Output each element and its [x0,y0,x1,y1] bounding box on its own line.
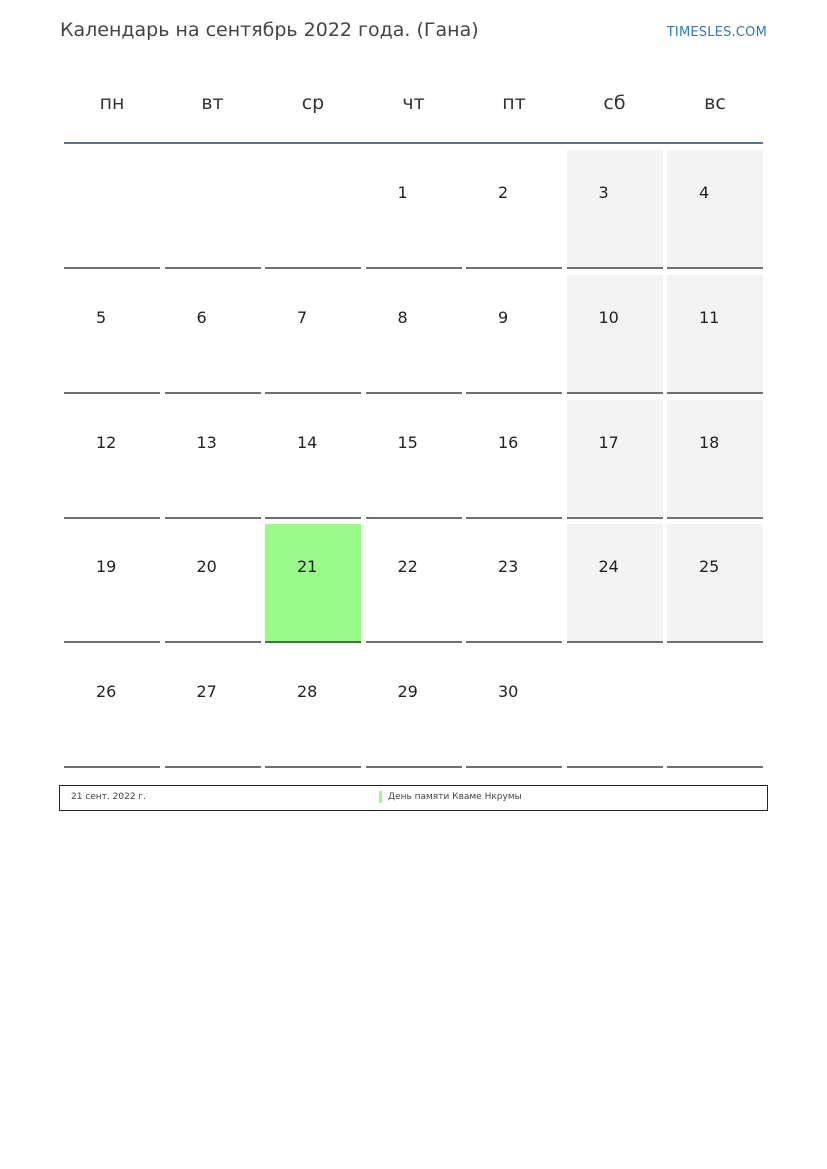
day-number: 24 [598,557,619,576]
holiday-legend [59,785,768,811]
day-cell[interactable] [165,649,261,768]
day-number: 29 [397,682,418,701]
day-number: 27 [196,682,217,701]
day-cell[interactable] [265,275,361,394]
day-number: 7 [297,308,308,327]
legend-date: 21 сент. 2022 г. [71,792,147,802]
day-cell[interactable] [567,275,663,394]
day-number: 11 [699,308,720,327]
day-number: 30 [498,682,519,701]
day-number: 4 [699,183,710,202]
day-cell[interactable] [265,649,361,768]
day-cell[interactable] [366,275,462,394]
day-number: 23 [498,557,519,576]
day-number: 1 [397,183,408,202]
day-number: 18 [699,433,720,452]
empty-day-cell [64,150,160,269]
day-cell[interactable] [64,649,160,768]
day-number: 20 [196,557,217,576]
day-number: 2 [498,183,509,202]
weekday-fri: пт [502,92,526,114]
day-cell[interactable] [165,524,261,643]
day-cell[interactable] [366,150,462,269]
empty-day-cell [567,649,663,768]
day-number: 15 [397,433,418,452]
weekday-sun: вс [704,92,726,114]
weekday-mon: пн [99,92,125,114]
day-number: 21 [297,557,318,576]
day-cell[interactable] [567,400,663,519]
day-number: 26 [96,682,117,701]
day-cell[interactable] [165,275,261,394]
day-cell[interactable] [165,400,261,519]
weekday-header [64,80,763,144]
day-cell[interactable] [64,400,160,519]
day-cell[interactable] [366,524,462,643]
day-cell[interactable] [466,400,562,519]
day-number: 28 [297,682,318,701]
day-number: 16 [498,433,519,452]
day-cell[interactable] [466,649,562,768]
day-number: 6 [196,308,207,327]
day-cell[interactable] [567,150,663,269]
day-number: 10 [598,308,619,327]
day-number: 5 [96,308,107,327]
day-cell[interactable] [265,400,361,519]
day-cell[interactable] [265,524,361,643]
day-number: 17 [598,433,619,452]
day-number: 9 [498,308,509,327]
empty-day-cell [265,150,361,269]
day-number: 22 [397,557,418,576]
day-cell[interactable] [667,275,763,394]
day-cell[interactable] [466,524,562,643]
empty-day-cell [667,649,763,768]
day-cell[interactable] [567,524,663,643]
day-cell[interactable] [64,524,160,643]
day-number: 8 [397,308,408,327]
day-cell[interactable] [366,400,462,519]
day-cell[interactable] [667,524,763,643]
weekday-tue: вт [201,92,224,114]
day-number: 25 [699,557,720,576]
brand-link[interactable]: TIMESLES.COM [666,25,767,40]
weekday-wed: ср [301,92,325,114]
day-cell[interactable] [366,649,462,768]
day-number: 14 [297,433,318,452]
empty-day-cell [165,150,261,269]
day-cell[interactable] [667,150,763,269]
day-number: 13 [196,433,217,452]
legend-holiday-name: День памяти Кваме Нкрумы [388,792,522,802]
day-number: 19 [96,557,117,576]
legend-color-marker [379,791,382,803]
day-number: 12 [96,433,117,452]
weekday-sat: сб [603,92,626,114]
day-cell[interactable] [667,400,763,519]
weekday-thu: чт [402,92,425,114]
day-cell[interactable] [466,275,562,394]
day-number: 3 [598,183,609,202]
day-cell[interactable] [466,150,562,269]
page-title: Календарь на сентябрь 2022 года. (Гана) [60,19,479,41]
day-cell[interactable] [64,275,160,394]
